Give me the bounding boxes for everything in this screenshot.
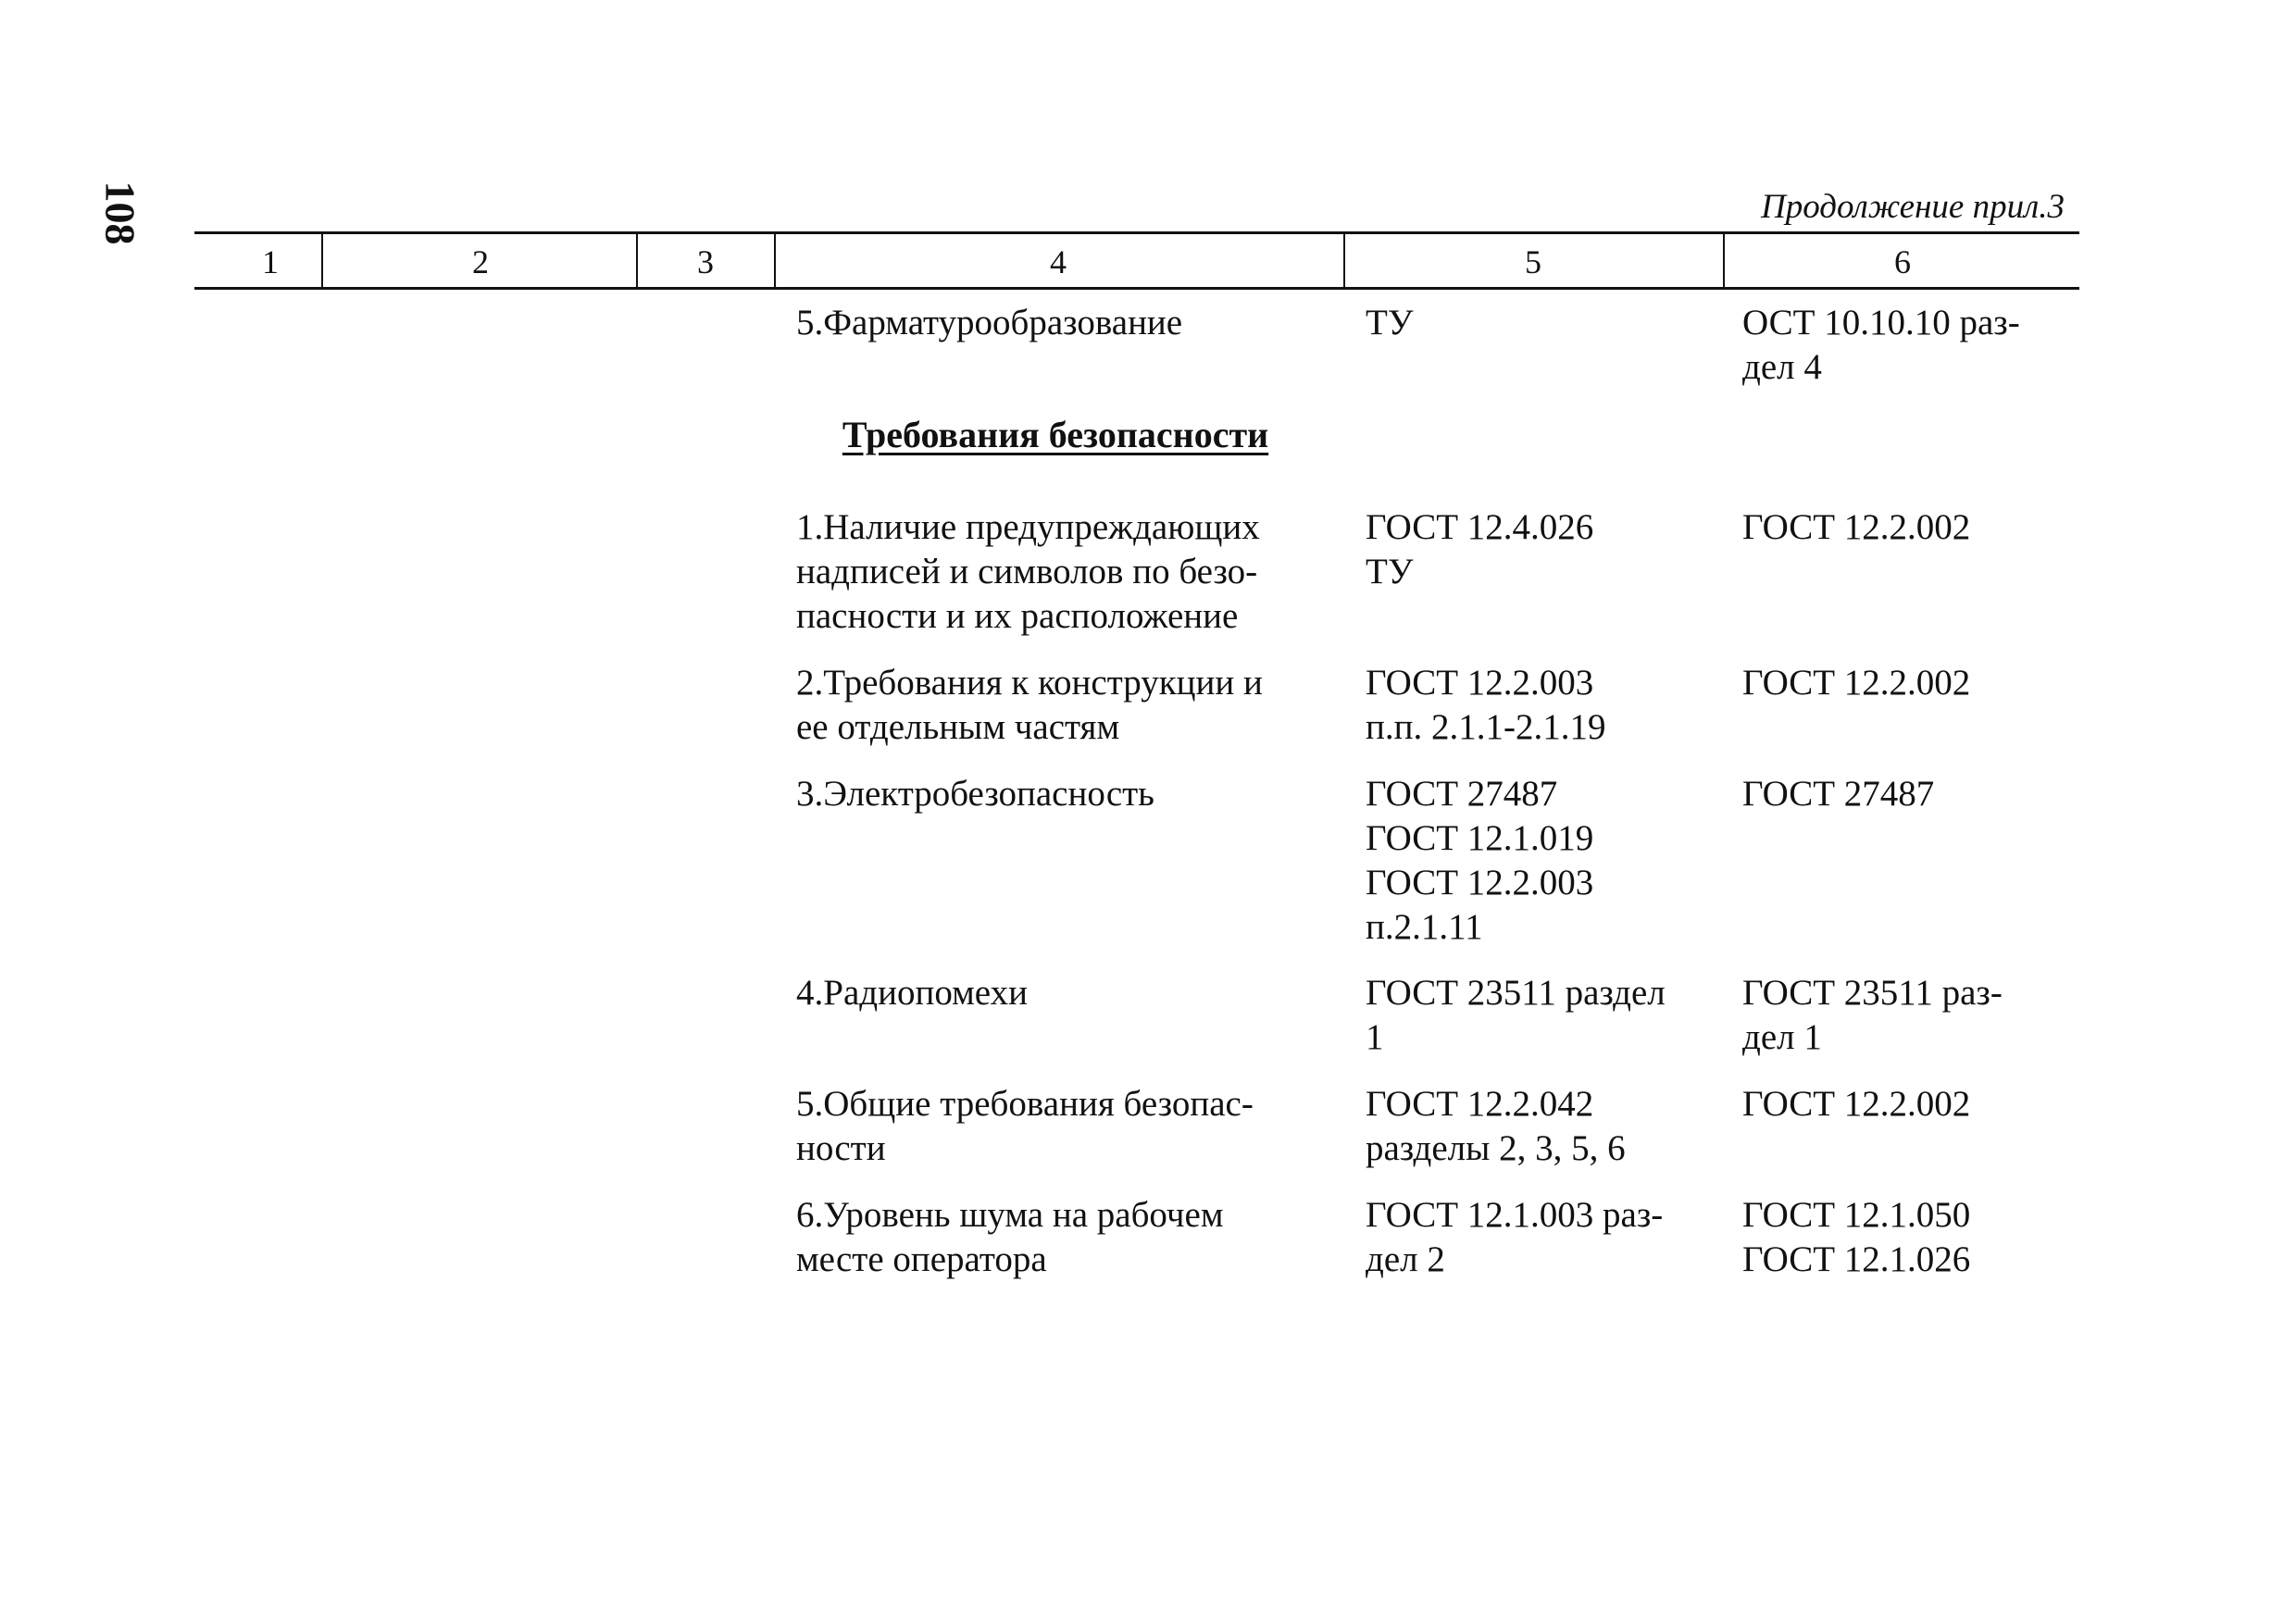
column-separator (636, 234, 638, 287)
cell-line: ГОСТ 12.1.003 раз- (1366, 1195, 1664, 1235)
column-number-5: 5 (1525, 243, 1541, 280)
row-requirement (796, 505, 1260, 639)
column-number-6: 6 (1894, 243, 1911, 280)
cell-line: 2.Требования к конструкции и (796, 663, 1263, 703)
column-number-3: 3 (697, 243, 714, 280)
cell-line: ГОСТ 12.2.002 (1742, 1084, 1971, 1124)
cell-line: ГОСТ 12.2.002 (1742, 507, 1971, 547)
cell-line: пасности и их расположение (796, 596, 1239, 636)
cell-line: 1.Наличие предупреждающих (796, 507, 1260, 547)
cell-line: 1 (1366, 1017, 1384, 1057)
cell-line: дел 1 (1742, 1017, 1822, 1057)
cell-line: ТУ (1366, 303, 1414, 342)
row-test-document (1366, 301, 1413, 345)
cell-line: дел 2 (1366, 1239, 1445, 1279)
row-norm-document (1742, 772, 1934, 816)
row-requirement (796, 971, 1028, 1015)
cell-line: месте оператора (796, 1239, 1047, 1279)
row-test-document (1366, 971, 1666, 1060)
cell-line: 6.Уровень шума на рабочем (796, 1195, 1224, 1235)
cell-line: п.2.1.11 (1366, 907, 1483, 947)
row-norm-document (1742, 301, 2020, 390)
row-test-document (1366, 1193, 1663, 1282)
row-norm-document (1742, 1193, 1970, 1282)
cell-line: разделы 2, 3, 5, 6 (1366, 1128, 1626, 1168)
row-norm-document (1742, 1082, 1970, 1126)
cell-line: п.п. 2.1.1-2.1.19 (1366, 707, 1606, 747)
cell-line: 5.Фарматурообразование (796, 303, 1183, 342)
row-norm-document (1742, 505, 1970, 550)
table-header-top-rule (194, 231, 2079, 234)
cell-line: 3.Электробезопасность (796, 774, 1154, 814)
column-separator (1723, 234, 1725, 287)
column-separator (774, 234, 776, 287)
column-number-2: 2 (472, 243, 489, 280)
cell-line: надписей и символов по безо- (796, 552, 1258, 591)
cell-line: ГОСТ 12.2.002 (1742, 663, 1971, 703)
cell-line: ГОСТ 12.2.003 (1366, 663, 1594, 703)
row-norm-document (1742, 971, 2003, 1060)
cell-line: ГОСТ 23511 раз- (1742, 973, 2003, 1013)
cell-line: ГОСТ 12.1.019 (1366, 818, 1594, 858)
cell-line: 4.Радиопомехи (796, 973, 1028, 1013)
cell-line: ГОСТ 12.1.026 (1742, 1239, 1971, 1279)
row-requirement (796, 1082, 1254, 1171)
row-test-document (1366, 661, 1605, 750)
cell-line: ГОСТ 12.4.026 (1366, 507, 1594, 547)
cell-line: ГОСТ 12.2.042 (1366, 1084, 1594, 1124)
cell-line: ГОСТ 12.1.050 (1742, 1195, 1971, 1235)
cell-line: ности (796, 1128, 886, 1168)
column-number-1: 1 (262, 243, 279, 280)
row-requirement (796, 661, 1263, 750)
section-heading: Требования безопасности (842, 414, 1269, 455)
page-number: 108 (96, 180, 144, 245)
cell-line: ОСТ 10.10.10 раз- (1742, 303, 2020, 342)
continuation-label: Продолжение прил.3 (1761, 188, 2065, 226)
column-separator (1343, 234, 1345, 287)
row-requirement (796, 772, 1154, 816)
row-test-document (1366, 1082, 1626, 1171)
column-separator (321, 234, 323, 287)
cell-line: ГОСТ 27487 (1742, 774, 1935, 814)
row-norm-document (1742, 661, 1970, 705)
cell-line: ее отдельным частям (796, 707, 1120, 747)
column-number-4: 4 (1050, 243, 1067, 280)
cell-line: ГОСТ 27487 (1366, 774, 1558, 814)
row-test-document (1366, 772, 1593, 950)
cell-line: дел 4 (1742, 347, 1822, 387)
table-header-bottom-rule (194, 287, 2079, 290)
row-requirement (796, 1193, 1224, 1282)
cell-line: ГОСТ 23511 раздел (1366, 973, 1666, 1013)
row-requirement (796, 301, 1182, 345)
cell-line: 5.Общие требования безопас- (796, 1084, 1254, 1124)
row-test-document (1366, 505, 1593, 594)
cell-line: ТУ (1366, 552, 1414, 591)
cell-line: ГОСТ 12.2.003 (1366, 863, 1594, 902)
